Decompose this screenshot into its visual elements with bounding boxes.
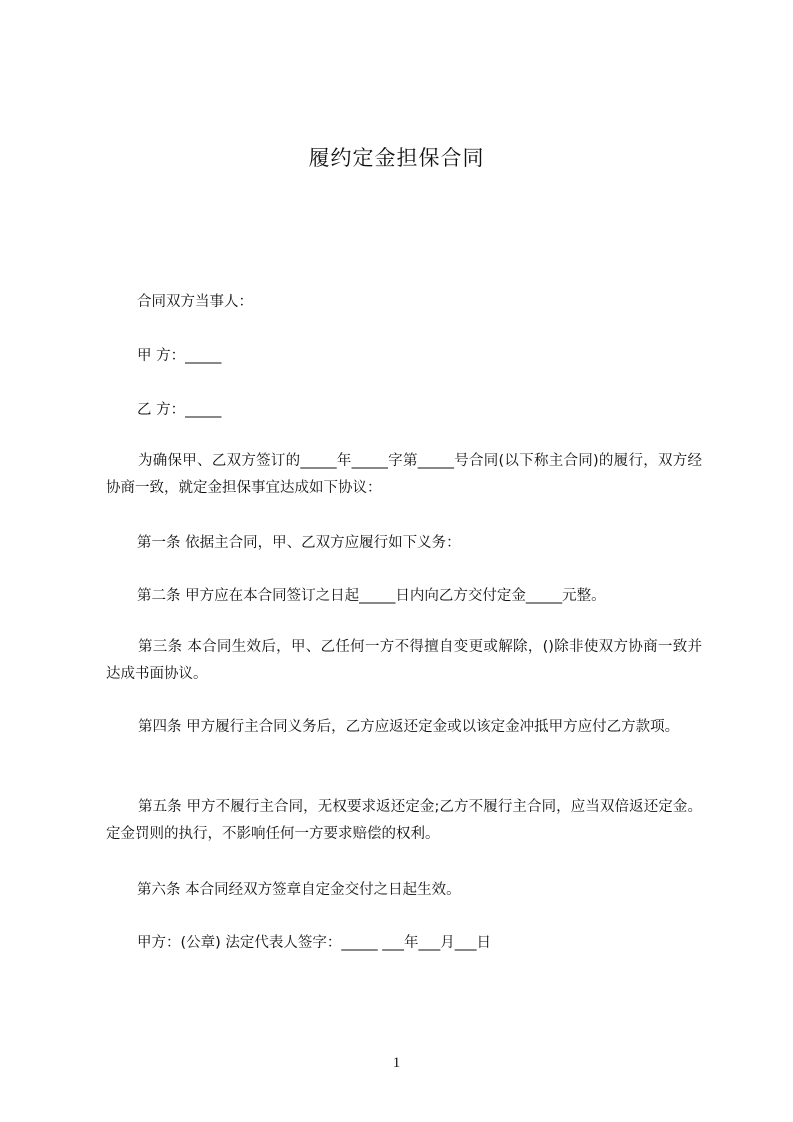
clause-1: 第一条 依据主合同，甲、乙双方应履行如下义务： [137,535,461,551]
signature-line: 甲方：(公章) 法定代表人签字：_____ ___年___月___日 [137,935,492,951]
intro-paragraph: 为确保甲、乙双方签订的_____年_____字第_____号合同(以下称主合同)的履行，双方经协商一致，就定金担保事宜达成如下协议： [106,453,702,496]
party-a-line: 甲 方：_____ [137,348,222,364]
document-title: 履约定金担保合同 [308,146,485,170]
clause-2: 第二条 甲方应在本合同签订之日起_____日内向乙方交付定金_____元整。 [137,588,606,604]
clause-4: 第四条 甲方履行主合同义务后，乙方应返还定金或以该定金冲抵甲方应付乙方款项。 [138,719,680,735]
clause-5: 第五条 甲方不履行主合同，无权要求返还定金;乙方不履行主合同，应当双倍返还定金。定金罚则的执行，不影响任何一方要求赔偿的权利。 [106,799,702,842]
party-b-line: 乙 方：_____ [137,402,222,418]
clause-3: 第三条 本合同生效后，甲、乙任何一方不得擅自变更或解除，()除非使双方协商一致并达成书面协议。 [106,639,702,682]
clause-6: 第六条 本合同经双方签章自定金交付之日起生效。 [137,882,461,898]
page-number: 1 [392,1055,401,1071]
parties-heading: 合同双方当事人： [137,294,253,310]
